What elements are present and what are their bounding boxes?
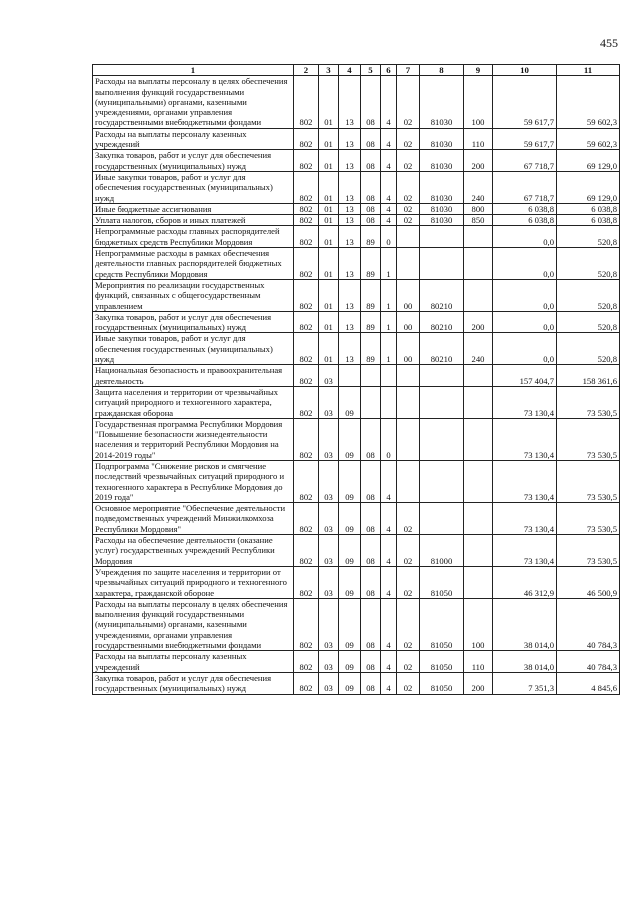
cell-c10: 0,0 [493, 248, 557, 280]
cell-c10: 38 014,0 [493, 651, 557, 673]
header-cell: 6 [381, 65, 397, 76]
row-description: Расходы на обеспечение деятельности (оказание услуг) государственных учреждений Республики Мордовия [93, 535, 294, 567]
cell-c9: 200 [464, 672, 493, 694]
cell-c10: 157 404,7 [493, 365, 557, 387]
cell-c5: 89 [361, 333, 381, 365]
cell-c6 [381, 365, 397, 387]
table-row [93, 333, 620, 365]
cell-c3: 01 [319, 226, 339, 248]
cell-c6: 4 [381, 566, 397, 598]
header-cell: 5 [361, 65, 381, 76]
cell-c9 [464, 460, 493, 502]
cell-c6 [381, 386, 397, 418]
cell-c3: 03 [319, 386, 339, 418]
cell-c9: 850 [464, 215, 493, 226]
table-row [93, 248, 620, 280]
cell-c6: 0 [381, 226, 397, 248]
table-row [93, 566, 620, 598]
cell-c6: 4 [381, 150, 397, 172]
cell-c4: 13 [339, 226, 361, 248]
row-description: Расходы на выплаты персоналу казенных учреждений [93, 651, 294, 673]
cell-c10: 59 617,7 [493, 76, 557, 128]
cell-c2: 802 [294, 215, 319, 226]
cell-c4: 09 [339, 386, 361, 418]
cell-c11: 73 530,5 [557, 460, 620, 502]
header-cell: 11 [557, 65, 620, 76]
cell-c4: 09 [339, 598, 361, 650]
cell-c8: 80210 [420, 279, 464, 311]
cell-c9 [464, 535, 493, 567]
cell-c4: 13 [339, 171, 361, 203]
cell-c6: 4 [381, 128, 397, 150]
cell-c5: 08 [361, 598, 381, 650]
cell-c7: 02 [397, 503, 420, 535]
cell-c6: 4 [381, 651, 397, 673]
cell-c9 [464, 248, 493, 280]
cell-c8: 81030 [420, 215, 464, 226]
row-description: Непрограммные расходы в рамках обеспечения деятельности главных распорядителей бюджетных средств Республики Мордовия [93, 248, 294, 280]
cell-c10: 0,0 [493, 333, 557, 365]
cell-c2: 802 [294, 128, 319, 150]
table-row [93, 386, 620, 418]
header-row [93, 65, 620, 76]
cell-c3: 01 [319, 248, 339, 280]
cell-c11: 6 038,8 [557, 203, 620, 214]
cell-c7: 02 [397, 598, 420, 650]
table-row [93, 279, 620, 311]
cell-c5 [361, 386, 381, 418]
cell-c11: 40 784,3 [557, 651, 620, 673]
cell-c6: 4 [381, 503, 397, 535]
row-description: Подпрограмма "Снижение рисков и смягчение последствий чрезвычайных ситуаций природного и техногенного характера в Республике Мордовия до 2019 года" [93, 460, 294, 502]
cell-c8 [420, 418, 464, 460]
row-description: Закупка товаров, работ и услуг для обеспечения государственных (муниципальных) нужд [93, 311, 294, 333]
header-cell: 10 [493, 65, 557, 76]
cell-c2: 802 [294, 226, 319, 248]
cell-c11: 40 784,3 [557, 598, 620, 650]
cell-c7 [397, 226, 420, 248]
cell-c3: 01 [319, 171, 339, 203]
table-row [93, 311, 620, 333]
cell-c5: 08 [361, 215, 381, 226]
row-description: Иные закупки товаров, работ и услуг для обеспечения государственных (муниципальных) нужд [93, 171, 294, 203]
cell-c2: 802 [294, 535, 319, 567]
cell-c8: 81050 [420, 598, 464, 650]
cell-c11: 73 530,5 [557, 418, 620, 460]
cell-c11: 520,8 [557, 279, 620, 311]
cell-c10: 0,0 [493, 279, 557, 311]
cell-c6: 4 [381, 598, 397, 650]
cell-c5: 89 [361, 279, 381, 311]
cell-c3: 03 [319, 503, 339, 535]
cell-c3: 01 [319, 311, 339, 333]
header-cell: 9 [464, 65, 493, 76]
cell-c3: 03 [319, 598, 339, 650]
cell-c11: 520,8 [557, 248, 620, 280]
cell-c11: 73 530,5 [557, 535, 620, 567]
cell-c5 [361, 365, 381, 387]
cell-c8: 81050 [420, 672, 464, 694]
cell-c2: 802 [294, 503, 319, 535]
table-row [93, 203, 620, 214]
cell-c7: 02 [397, 672, 420, 694]
cell-c11: 6 038,8 [557, 215, 620, 226]
cell-c9 [464, 365, 493, 387]
cell-c2: 802 [294, 651, 319, 673]
cell-c8: 81050 [420, 566, 464, 598]
cell-c6: 4 [381, 203, 397, 214]
cell-c8 [420, 503, 464, 535]
cell-c6: 4 [381, 460, 397, 502]
cell-c5: 08 [361, 203, 381, 214]
cell-c11: 158 361,6 [557, 365, 620, 387]
cell-c11: 520,8 [557, 226, 620, 248]
cell-c9: 800 [464, 203, 493, 214]
cell-c11: 59 602,3 [557, 76, 620, 128]
cell-c7: 00 [397, 311, 420, 333]
cell-c4: 09 [339, 566, 361, 598]
cell-c7: 02 [397, 566, 420, 598]
table-row [93, 215, 620, 226]
cell-c9: 240 [464, 333, 493, 365]
cell-c2: 802 [294, 672, 319, 694]
table-row [93, 226, 620, 248]
row-description: Мероприятия по реализации государственных функций, связанных с общегосударственным управлением [93, 279, 294, 311]
cell-c4: 09 [339, 418, 361, 460]
cell-c2: 802 [294, 171, 319, 203]
cell-c3: 03 [319, 651, 339, 673]
cell-c7: 02 [397, 128, 420, 150]
cell-c11: 520,8 [557, 311, 620, 333]
cell-c8: 81030 [420, 76, 464, 128]
cell-c5: 08 [361, 503, 381, 535]
table-row [93, 76, 620, 128]
cell-c3: 03 [319, 535, 339, 567]
cell-c10: 67 718,7 [493, 171, 557, 203]
cell-c5: 89 [361, 311, 381, 333]
table-row [93, 128, 620, 150]
cell-c11: 4 845,6 [557, 672, 620, 694]
cell-c2: 802 [294, 333, 319, 365]
cell-c4: 13 [339, 248, 361, 280]
cell-c10: 73 130,4 [493, 418, 557, 460]
cell-c6: 4 [381, 76, 397, 128]
cell-c2: 802 [294, 418, 319, 460]
cell-c6: 4 [381, 535, 397, 567]
cell-c10: 59 617,7 [493, 128, 557, 150]
cell-c8 [420, 386, 464, 418]
header-cell: 2 [294, 65, 319, 76]
row-description: Государственная программа Республики Мордовия "Повышение безопасности жизнедеятельности населения и территорий Республики Мордовия на 2014-2019 годы" [93, 418, 294, 460]
cell-c11: 73 530,5 [557, 503, 620, 535]
cell-c9 [464, 418, 493, 460]
cell-c7 [397, 418, 420, 460]
cell-c10: 73 130,4 [493, 386, 557, 418]
cell-c4: 09 [339, 672, 361, 694]
cell-c8: 81030 [420, 128, 464, 150]
cell-c8: 81050 [420, 651, 464, 673]
cell-c5: 08 [361, 150, 381, 172]
cell-c2: 802 [294, 365, 319, 387]
table-row [93, 651, 620, 673]
cell-c4: 13 [339, 76, 361, 128]
cell-c11: 73 530,5 [557, 386, 620, 418]
cell-c7 [397, 248, 420, 280]
cell-c5: 08 [361, 418, 381, 460]
cell-c8: 80210 [420, 311, 464, 333]
cell-c8 [420, 248, 464, 280]
cell-c9: 200 [464, 311, 493, 333]
cell-c9: 100 [464, 598, 493, 650]
cell-c3: 01 [319, 333, 339, 365]
cell-c3: 01 [319, 279, 339, 311]
cell-c4 [339, 365, 361, 387]
cell-c11: 69 129,0 [557, 150, 620, 172]
cell-c7: 02 [397, 651, 420, 673]
table-row [93, 418, 620, 460]
cell-c2: 802 [294, 150, 319, 172]
cell-c6: 4 [381, 672, 397, 694]
cell-c5: 08 [361, 535, 381, 567]
header-cell: 1 [93, 65, 294, 76]
table-row [93, 672, 620, 694]
cell-c3: 01 [319, 203, 339, 214]
cell-c2: 802 [294, 248, 319, 280]
cell-c3: 03 [319, 672, 339, 694]
row-description: Уплата налогов, сборов и иных платежей [93, 215, 294, 226]
header-cell: 7 [397, 65, 420, 76]
cell-c5: 08 [361, 672, 381, 694]
cell-c2: 802 [294, 203, 319, 214]
cell-c4: 13 [339, 333, 361, 365]
cell-c9 [464, 226, 493, 248]
table-row [93, 171, 620, 203]
cell-c9 [464, 503, 493, 535]
cell-c8: 81030 [420, 171, 464, 203]
cell-c7 [397, 386, 420, 418]
cell-c8: 81030 [420, 203, 464, 214]
cell-c7: 02 [397, 215, 420, 226]
cell-c5: 89 [361, 226, 381, 248]
header-cell: 8 [420, 65, 464, 76]
cell-c4: 13 [339, 279, 361, 311]
cell-c11: 59 602,3 [557, 128, 620, 150]
cell-c2: 802 [294, 311, 319, 333]
cell-c3: 01 [319, 128, 339, 150]
cell-c10: 0,0 [493, 226, 557, 248]
cell-c5: 08 [361, 651, 381, 673]
table-row [93, 460, 620, 502]
cell-c9: 200 [464, 150, 493, 172]
cell-c4: 13 [339, 215, 361, 226]
table-row [93, 535, 620, 567]
cell-c3: 03 [319, 566, 339, 598]
cell-c6: 4 [381, 215, 397, 226]
cell-c3: 03 [319, 418, 339, 460]
cell-c10: 73 130,4 [493, 503, 557, 535]
cell-c4: 09 [339, 535, 361, 567]
table-row [93, 365, 620, 387]
cell-c3: 03 [319, 460, 339, 502]
cell-c7: 02 [397, 76, 420, 128]
header-cell: 3 [319, 65, 339, 76]
cell-c9: 110 [464, 128, 493, 150]
cell-c3: 01 [319, 150, 339, 172]
cell-c6: 1 [381, 333, 397, 365]
cell-c4: 09 [339, 503, 361, 535]
cell-c8: 80210 [420, 333, 464, 365]
cell-c2: 802 [294, 598, 319, 650]
table-row [93, 598, 620, 650]
cell-c10: 73 130,4 [493, 460, 557, 502]
cell-c8: 81030 [420, 150, 464, 172]
cell-c2: 802 [294, 76, 319, 128]
table-body [93, 76, 620, 694]
cell-c8 [420, 460, 464, 502]
cell-c6: 1 [381, 248, 397, 280]
cell-c3: 01 [319, 76, 339, 128]
cell-c3: 03 [319, 365, 339, 387]
table-row [93, 150, 620, 172]
cell-c10: 6 038,8 [493, 203, 557, 214]
header-cell: 4 [339, 65, 361, 76]
cell-c2: 802 [294, 279, 319, 311]
cell-c5: 89 [361, 248, 381, 280]
cell-c7: 00 [397, 333, 420, 365]
row-description: Непрограммные расходы главных распорядителей бюджетных средств Республики Мордовия [93, 226, 294, 248]
row-description: Расходы на выплаты персоналу казенных учреждений [93, 128, 294, 150]
cell-c6: 1 [381, 311, 397, 333]
cell-c7 [397, 365, 420, 387]
cell-c5: 08 [361, 76, 381, 128]
row-description: Иные закупки товаров, работ и услуг для обеспечения государственных (муниципальных) нужд [93, 333, 294, 365]
page-number: 455 [600, 36, 618, 50]
cell-c5: 08 [361, 460, 381, 502]
cell-c7: 02 [397, 150, 420, 172]
budget-table [92, 64, 620, 695]
cell-c10: 46 312,9 [493, 566, 557, 598]
cell-c4: 13 [339, 311, 361, 333]
cell-c8: 81000 [420, 535, 464, 567]
cell-c6: 0 [381, 418, 397, 460]
cell-c2: 802 [294, 386, 319, 418]
cell-c8 [420, 226, 464, 248]
row-description: Расходы на выплаты персоналу в целях обеспечения выполнения функций государственными (муниципальными) органами, казенными учреждениями, органами управления государственными внебюджетными фондами [93, 598, 294, 650]
row-description: Расходы на выплаты персоналу в целях обеспечения выполнения функций государственными (муниципальными) органами, казенными учреждениями, органами управления государственными внебюджетными фондами [93, 76, 294, 128]
cell-c7: 02 [397, 203, 420, 214]
cell-c10: 73 130,4 [493, 535, 557, 567]
row-description: Защита населения и территории от чрезвычайных ситуаций природного и техногенного характера, гражданская оборона [93, 386, 294, 418]
cell-c10: 38 014,0 [493, 598, 557, 650]
cell-c4: 09 [339, 460, 361, 502]
cell-c7: 00 [397, 279, 420, 311]
cell-c10: 7 351,3 [493, 672, 557, 694]
cell-c9: 100 [464, 76, 493, 128]
table-row [93, 503, 620, 535]
cell-c11: 46 500,9 [557, 566, 620, 598]
cell-c8 [420, 365, 464, 387]
cell-c9 [464, 279, 493, 311]
cell-c2: 802 [294, 566, 319, 598]
cell-c4: 13 [339, 150, 361, 172]
cell-c5: 08 [361, 566, 381, 598]
cell-c9 [464, 566, 493, 598]
cell-c9: 110 [464, 651, 493, 673]
cell-c4: 13 [339, 203, 361, 214]
row-description: Закупка товаров, работ и услуг для обеспечения государственных (муниципальных) нужд [93, 150, 294, 172]
cell-c6: 4 [381, 171, 397, 203]
cell-c2: 802 [294, 460, 319, 502]
cell-c5: 08 [361, 171, 381, 203]
cell-c10: 6 038,8 [493, 215, 557, 226]
cell-c10: 67 718,7 [493, 150, 557, 172]
row-description: Учреждения по защите населения и территории от чрезвычайных ситуаций природного и техногенного характера, гражданской обороне [93, 566, 294, 598]
cell-c7: 02 [397, 171, 420, 203]
cell-c6: 1 [381, 279, 397, 311]
cell-c10: 0,0 [493, 311, 557, 333]
row-description: Иные бюджетные ассигнования [93, 203, 294, 214]
cell-c9: 240 [464, 171, 493, 203]
cell-c9 [464, 386, 493, 418]
cell-c3: 01 [319, 215, 339, 226]
row-description: Закупка товаров, работ и услуг для обеспечения государственных (муниципальных) нужд [93, 672, 294, 694]
row-description: Национальная безопасность и правоохранительная деятельность [93, 365, 294, 387]
row-description: Основное мероприятие "Обеспечение деятельности подведомственных учреждений Минжилкомхоза Республики Мордовия" [93, 503, 294, 535]
cell-c7 [397, 460, 420, 502]
cell-c4: 09 [339, 651, 361, 673]
cell-c11: 69 129,0 [557, 171, 620, 203]
cell-c7: 02 [397, 535, 420, 567]
cell-c4: 13 [339, 128, 361, 150]
cell-c11: 520,8 [557, 333, 620, 365]
cell-c5: 08 [361, 128, 381, 150]
